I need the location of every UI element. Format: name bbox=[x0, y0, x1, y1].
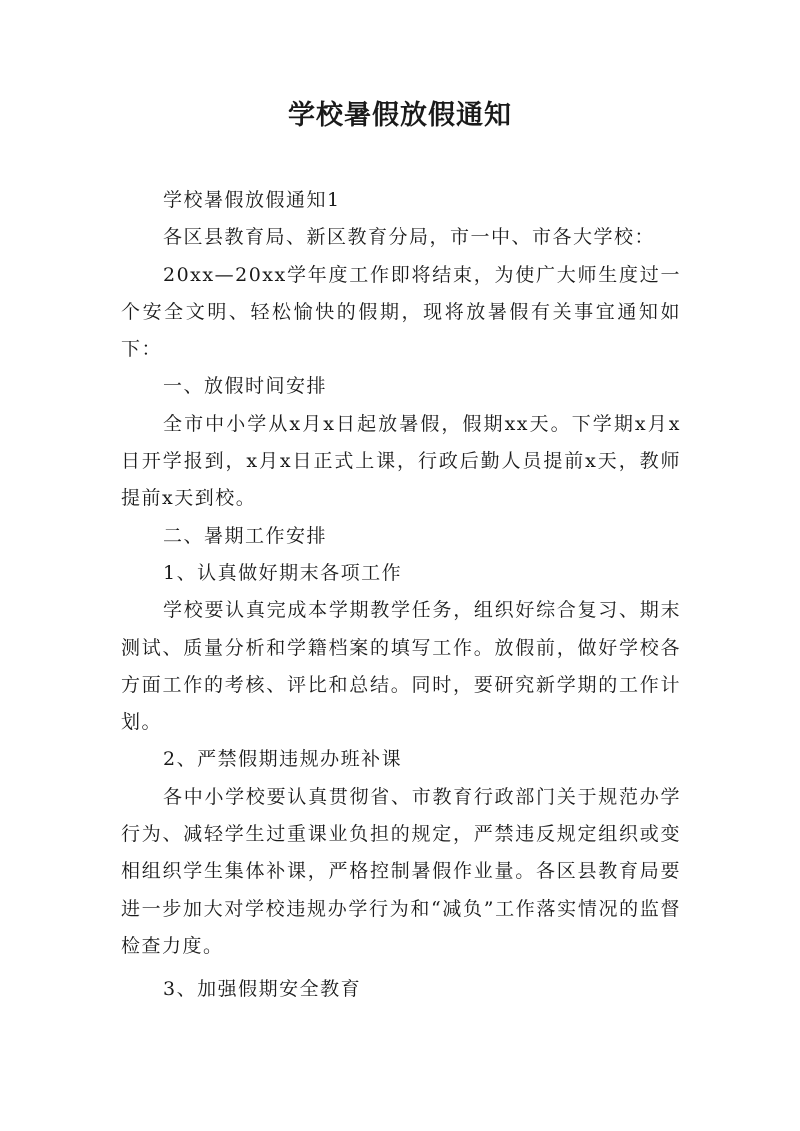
section-heading-schedule: 一、放假时间安排 bbox=[163, 375, 328, 398]
document-body bbox=[121, 182, 681, 1009]
paragraph-no-tutoring: 各中小学校要认真贯彻省、市教育行政部门关于规范办学行为、减轻学生过重课业负担的规定，严禁违反规定组织或变相组织学生集体补课，严格控制暑假作业量。各区县教育局要进一步加大对学校违规办学行为和“减负”工作落实情况的监督检查力度。 bbox=[121, 785, 681, 957]
subheading-3: 3、加强假期安全教育 bbox=[163, 978, 362, 1001]
subheading-2: 2、严禁假期违规办班补课 bbox=[163, 748, 403, 771]
paragraph-recipients: 各区县教育局、新区教育分局，市一中、市各大学校： bbox=[163, 226, 656, 249]
paragraph-schedule: 全市中小学从x月x日起放暑假，假期xx天。下学期x月x日开学报到，x月x日正式上课，行政后勤人员提前x天，教师提前x天到校。 bbox=[121, 412, 681, 510]
subheading-1: 1、认真做好期末各项工作 bbox=[163, 561, 403, 584]
document-title: 学校暑假放假通知 bbox=[288, 100, 512, 131]
paragraph-end-of-term: 学校要认真完成本学期教学任务，组织好综合复习、期末测试、质量分析和学籍档案的填写工作。放假前，做好学校各方面工作的考核、评比和总结。同时，要研究新学期的工作计划。 bbox=[121, 599, 681, 734]
paragraph-doc-heading: 学校暑假放假通知1 bbox=[163, 189, 341, 211]
section-heading-work: 二、暑期工作安排 bbox=[163, 524, 328, 547]
paragraph-intro: 20xx—20xx学年度工作即将结束，为使广大师生度过一个安全文明、轻松愉快的假期，现将放暑假有关事宜通知如下： bbox=[121, 263, 681, 361]
